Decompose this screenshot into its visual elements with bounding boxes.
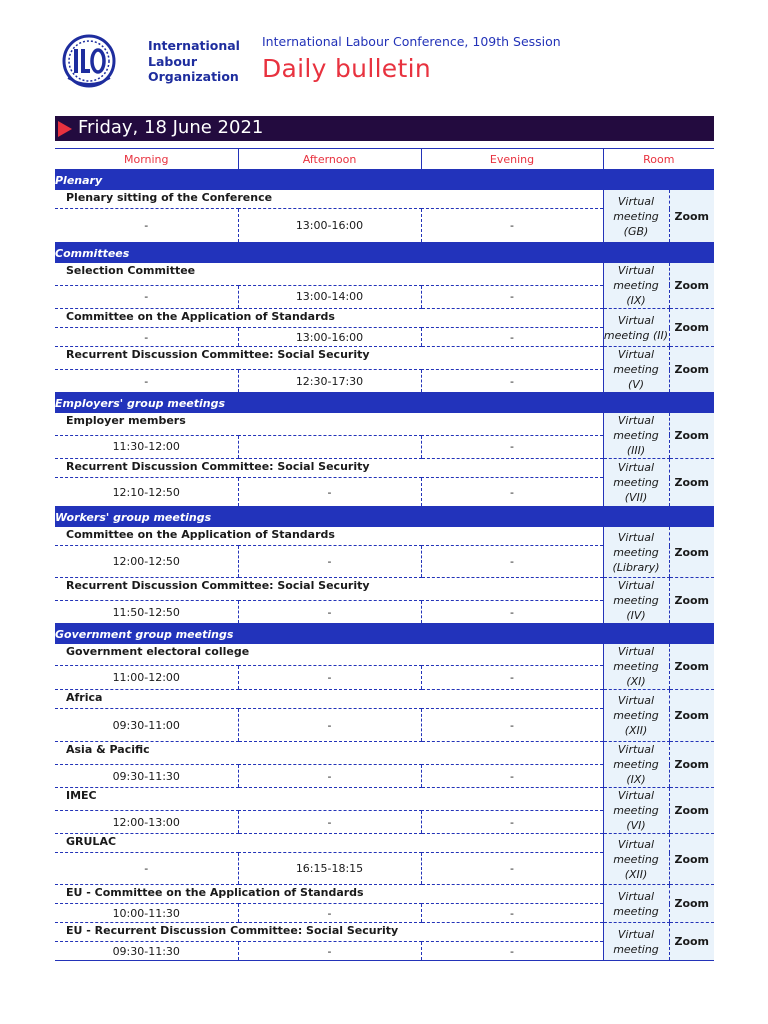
schedule-table	[55, 148, 714, 961]
time-evening: -	[421, 435, 603, 458]
meeting-name: Plenary sitting of the Conference	[55, 190, 603, 209]
time-morning: 09:30-11:30	[55, 942, 238, 961]
section-title: Plenary	[55, 170, 714, 191]
section-header	[55, 243, 714, 264]
time-morning: 11:00-12:00	[55, 666, 238, 690]
meeting-room: Virtual meeting (XII)	[603, 690, 669, 742]
time-morning: 09:30-11:30	[55, 765, 238, 788]
meeting-name-row	[55, 347, 714, 370]
section-header	[55, 393, 714, 414]
date-bar	[55, 116, 714, 141]
section-header	[55, 624, 714, 645]
time-evening: -	[421, 285, 603, 308]
meeting-name: Recurrent Discussion Committee: Social Security	[55, 347, 603, 370]
section-title: Employers' group meetings	[55, 393, 714, 414]
meeting-name: Committee on the Application of Standards	[55, 309, 603, 328]
meeting-name-row	[55, 788, 714, 811]
zoom-link[interactable]: Zoom	[669, 690, 714, 742]
time-evening: -	[421, 666, 603, 690]
meeting-room: Virtual meeting	[603, 923, 669, 961]
meeting-name: Selection Committee	[55, 263, 603, 285]
meeting-name: Africa	[55, 690, 603, 709]
time-afternoon: -	[238, 478, 421, 507]
time-morning: 12:10-12:50	[55, 478, 238, 507]
col-afternoon: Afternoon	[238, 149, 421, 170]
time-morning: -	[55, 853, 238, 885]
meeting-room: Virtual meeting (XII)	[603, 834, 669, 885]
meeting-name-row	[55, 644, 714, 666]
time-morning: 09:30-11:00	[55, 709, 238, 742]
time-afternoon: 13:00-16:00	[238, 328, 421, 347]
col-morning: Morning	[55, 149, 238, 170]
time-afternoon	[238, 435, 421, 458]
time-afternoon: 12:30-17:30	[238, 370, 421, 393]
meeting-name-row	[55, 923, 714, 942]
section-title: Workers' group meetings	[55, 507, 714, 528]
meeting-room: Virtual meeting (V)	[603, 347, 669, 393]
ilo-logo	[60, 32, 240, 90]
meeting-name: IMEC	[55, 788, 603, 811]
time-afternoon: -	[238, 765, 421, 788]
meeting-room: Virtual meeting	[603, 885, 669, 923]
time-afternoon: 13:00-14:00	[238, 285, 421, 308]
time-afternoon: -	[238, 904, 421, 923]
meeting-room: Virtual meeting (GB)	[603, 190, 669, 243]
meeting-room: Virtual meeting (Library)	[603, 527, 669, 578]
time-evening: -	[421, 765, 603, 788]
time-evening: -	[421, 709, 603, 742]
meeting-room: Virtual meeting (III)	[603, 413, 669, 459]
meeting-name-row	[55, 834, 714, 853]
section-header	[55, 170, 714, 191]
meeting-name-row	[55, 885, 714, 904]
meeting-name: Government electoral college	[55, 644, 603, 666]
zoom-link[interactable]: Zoom	[669, 788, 714, 834]
meeting-name: EU - Recurrent Discussion Committee: Social Security	[55, 923, 603, 942]
time-morning: 11:30-12:00	[55, 435, 238, 458]
col-room: Room	[603, 149, 714, 170]
bulletin-date: Friday, 18 June 2021	[78, 117, 264, 138]
meeting-room: Virtual meeting (IV)	[603, 578, 669, 624]
org-name-line1: International	[148, 38, 240, 53]
zoom-link[interactable]: Zoom	[669, 923, 714, 961]
col-evening: Evening	[421, 149, 603, 170]
time-afternoon: 13:00-16:00	[238, 209, 421, 243]
meeting-room: Virtual meeting (VI)	[603, 788, 669, 834]
time-evening: -	[421, 904, 603, 923]
time-evening: -	[421, 209, 603, 243]
time-morning: -	[55, 328, 238, 347]
time-afternoon: -	[238, 666, 421, 690]
zoom-link[interactable]: Zoom	[669, 834, 714, 885]
meeting-name: Recurrent Discussion Committee: Social Security	[55, 578, 603, 601]
zoom-link[interactable]: Zoom	[669, 309, 714, 347]
zoom-link[interactable]: Zoom	[669, 742, 714, 788]
time-afternoon: 16:15-18:15	[238, 853, 421, 885]
time-morning: 10:00-11:30	[55, 904, 238, 923]
meeting-name-row	[55, 309, 714, 328]
org-name-line3: Organization	[148, 69, 239, 84]
time-morning: 12:00-13:00	[55, 811, 238, 834]
time-morning: -	[55, 209, 238, 243]
meeting-name: Employer members	[55, 413, 603, 435]
meeting-name: Asia & Pacific	[55, 742, 603, 765]
meeting-name-row	[55, 742, 714, 765]
time-morning: -	[55, 285, 238, 308]
meeting-name: Committee on the Application of Standards	[55, 527, 603, 546]
time-morning: 11:50-12:50	[55, 601, 238, 624]
play-arrow-icon	[58, 121, 72, 137]
meeting-name-row	[55, 459, 714, 478]
zoom-link[interactable]: Zoom	[669, 459, 714, 507]
time-evening: -	[421, 942, 603, 961]
meeting-name: Recurrent Discussion Committee: Social Security	[55, 459, 603, 478]
time-evening: -	[421, 328, 603, 347]
time-evening: -	[421, 853, 603, 885]
time-evening: -	[421, 811, 603, 834]
zoom-link[interactable]: Zoom	[669, 644, 714, 690]
meeting-name-row	[55, 413, 714, 435]
zoom-link[interactable]: Zoom	[669, 885, 714, 923]
time-evening: -	[421, 546, 603, 578]
time-afternoon: -	[238, 942, 421, 961]
org-name-line2: Labour	[148, 53, 197, 69]
time-evening: -	[421, 478, 603, 507]
time-morning: 12:00-12:50	[55, 546, 238, 578]
time-afternoon: -	[238, 811, 421, 834]
meeting-name-row	[55, 263, 714, 285]
meeting-name: EU - Committee on the Application of Standards	[55, 885, 603, 904]
meeting-name-row	[55, 578, 714, 601]
zoom-link[interactable]: Zoom	[669, 347, 714, 393]
page-title: Daily bulletin	[262, 54, 431, 83]
table-header	[55, 149, 714, 170]
time-afternoon: -	[238, 546, 421, 578]
time-evening: -	[421, 370, 603, 393]
zoom-link[interactable]: Zoom	[669, 190, 714, 243]
meeting-room: Virtual meeting (II)	[603, 309, 669, 347]
zoom-link[interactable]: Zoom	[669, 527, 714, 578]
meeting-room: Virtual meeting (XI)	[603, 644, 669, 690]
section-title: Committees	[55, 243, 714, 264]
time-afternoon: -	[238, 601, 421, 624]
meeting-name: GRULAC	[55, 834, 603, 853]
meeting-name-row	[55, 527, 714, 546]
meeting-room: Virtual meeting (IX)	[603, 742, 669, 788]
meeting-name-row	[55, 690, 714, 709]
meeting-room: Virtual meeting (VII)	[603, 459, 669, 507]
org-name	[148, 38, 240, 85]
time-evening: -	[421, 601, 603, 624]
conference-line: International Labour Conference, 109th Session	[262, 34, 561, 49]
meeting-name-row	[55, 190, 714, 209]
meeting-room: Virtual meeting (IX)	[603, 263, 669, 309]
ilo-emblem-icon	[60, 32, 140, 90]
time-morning: -	[55, 370, 238, 393]
zoom-link[interactable]: Zoom	[669, 578, 714, 624]
time-afternoon: -	[238, 709, 421, 742]
zoom-link[interactable]: Zoom	[669, 263, 714, 309]
section-header	[55, 507, 714, 528]
section-title: Government group meetings	[55, 624, 714, 645]
zoom-link[interactable]: Zoom	[669, 413, 714, 459]
